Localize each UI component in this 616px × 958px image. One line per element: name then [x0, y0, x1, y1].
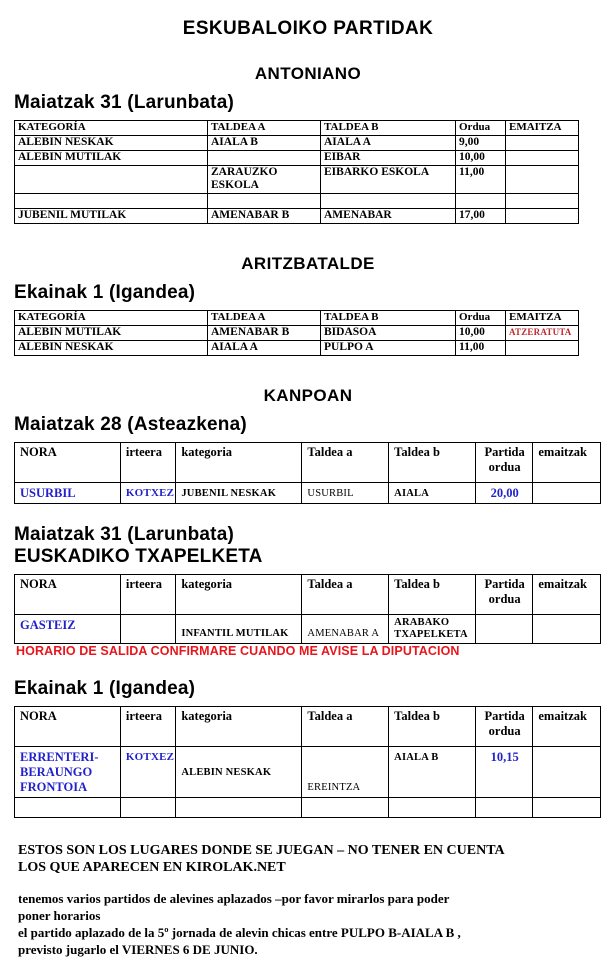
table-header-row [15, 575, 601, 615]
header-kategoria: kategoria [176, 575, 302, 615]
cell-taldea-b [321, 194, 456, 209]
header-taldea-a: Taldea a [302, 575, 389, 615]
note-line-6: previsto jugarlo el VIERNES 6 DE JUNIO. [18, 942, 258, 957]
date-title-antoniano: Maiatzak 31 (Larunbata) [14, 92, 234, 113]
table-header-row [15, 443, 601, 483]
table-header-row [15, 707, 601, 747]
cell-taldea-b: AIALA B [389, 747, 476, 798]
cell-emaitza [506, 341, 579, 356]
table-row [15, 136, 579, 151]
away-table-ekainak-1 [14, 706, 601, 818]
away-table-euskadiko [14, 574, 601, 644]
cell-nora: ERRENTERI-BERAUNGO FRONTOIA [15, 747, 121, 798]
header-taldea-b: Taldea b [389, 707, 476, 747]
header-irteera: irteera [120, 443, 175, 483]
cell-irteera: KOTXEZ [120, 747, 175, 798]
header-irteera: irteera [120, 707, 175, 747]
header-taldea-b: TALDEA B [321, 121, 456, 136]
document-title: ESKUBALOIKO PARTIDAK [182, 18, 434, 39]
cell-partida-ordua: 10,15 [475, 747, 532, 798]
header-ordua: Ordua [456, 311, 506, 326]
cell-taldea-a [208, 151, 321, 166]
cell-partida-ordua [475, 798, 532, 818]
header-taldea-b: TALDEA B [321, 311, 456, 326]
header-emaitzak: emaitzak [533, 443, 601, 483]
note-line-1: ESTOS SON LOS LUGARES DONDE SE JUEGAN – NO TENER EN CUENTA [18, 843, 505, 858]
cell-emaitzak [533, 615, 601, 644]
cell-taldea-a: USURBIL [302, 483, 389, 504]
cell-irteera: KOTXEZ [120, 483, 175, 504]
header-nora: NORA [15, 443, 121, 483]
cell-emaitza [506, 151, 579, 166]
cell-irteera [120, 615, 175, 644]
cell-emaitza [506, 209, 579, 224]
cell-kategoria: ALEBIN MUTILAK [15, 326, 208, 341]
table-row [15, 166, 579, 194]
cell-ordua: 10,00 [456, 326, 506, 341]
cell-ordua: 17,00 [456, 209, 506, 224]
table-row [15, 194, 579, 209]
cell-ordua: 10,00 [456, 151, 506, 166]
header-emaitza: EMAITZA [506, 121, 579, 136]
cell-taldea-b: ARABAKO TXAPELKETA [389, 615, 476, 644]
cell-emaitzak [533, 747, 601, 798]
cell-kategoria: ALEBIN NESKAK [15, 341, 208, 356]
cell-kategoria: ALEBIN NESKAK [15, 136, 208, 151]
date-title-ekainak-1-away: Ekainak 1 (Igandea) [14, 678, 196, 699]
cell-taldea-a: AIALA A [208, 341, 321, 356]
cell-taldea-b: EIBAR [321, 151, 456, 166]
cell-taldea-b [389, 798, 476, 818]
footer-notes [0, 842, 616, 958]
header-partida-ordua [475, 707, 532, 747]
header-emaitza: EMAITZA [506, 311, 579, 326]
cell-nora: USURBIL [15, 483, 121, 504]
venue-title-kanpoan: KANPOAN [263, 386, 353, 405]
cell-taldea-a: EREINTZA [302, 747, 389, 798]
cell-partida-ordua [475, 615, 532, 644]
header-taldea-a: Taldea a [302, 443, 389, 483]
cell-ordua: 11,00 [456, 341, 506, 356]
header-emaitzak: emaitzak [533, 707, 601, 747]
header-partida-line2: ordua [488, 460, 521, 474]
cell-kategoria: JUBENIL NESKAK [176, 483, 302, 504]
cell-taldea-a: AMENABAR A [302, 615, 389, 644]
cell-ordua: 11,00 [456, 166, 506, 194]
cell-taldea-a: AIALA B [208, 136, 321, 151]
cell-kategoria: ALEBIN MUTILAK [15, 151, 208, 166]
header-ordua: Ordua [456, 121, 506, 136]
cell-kategoria [15, 166, 208, 194]
cell-taldea-b: BIDASOA [321, 326, 456, 341]
venue-title-aritzbatalde: ARITZBATALDE [241, 254, 375, 273]
table-row [15, 615, 601, 644]
away-table-maiatzak-28 [14, 442, 601, 504]
header-partida-line1: Partida [484, 709, 525, 723]
header-kategoria: KATEGORÍA [15, 311, 208, 326]
header-emaitzak: emaitzak [533, 575, 601, 615]
cell-kategoria: INFANTIL MUTILAK [176, 615, 302, 644]
cell-irteera [120, 798, 175, 818]
header-partida-line1: Partida [484, 445, 525, 459]
cell-ordua: 9,00 [456, 136, 506, 151]
cell-taldea-a: ZARAUZKO ESKOLA [208, 166, 321, 194]
cell-taldea-b: AMENABAR [321, 209, 456, 224]
table-row [15, 209, 579, 224]
table-row [15, 341, 579, 356]
header-partida-line1: Partida [484, 577, 525, 591]
cell-kategoria: JUBENIL MUTILAK [15, 209, 208, 224]
header-partida-ordua [475, 575, 532, 615]
schedule-table-antoniano [14, 120, 579, 224]
cell-ordua [456, 194, 506, 209]
table-header-row [15, 311, 579, 326]
header-taldea-a: TALDEA A [208, 121, 321, 136]
cell-nora [15, 798, 121, 818]
date-title-aritzbatalde: Ekainak 1 (Igandea) [14, 282, 196, 303]
cell-emaitza [506, 194, 579, 209]
header-taldea-b: Taldea b [389, 575, 476, 615]
header-irteera: irteera [120, 575, 175, 615]
venue-title-antoniano: ANTONIANO [254, 64, 362, 83]
header-partida-ordua [475, 443, 532, 483]
cell-emaitza [506, 136, 579, 151]
header-kategoria: kategoria [176, 707, 302, 747]
cell-partida-ordua: 20,00 [475, 483, 532, 504]
table-row [15, 326, 579, 341]
cell-nora: GASTEIZ [15, 615, 121, 644]
cell-taldea-a [302, 798, 389, 818]
cell-taldea-b: EIBARKO ESKOLA [321, 166, 456, 194]
cell-taldea-a: AMENABAR B [208, 209, 321, 224]
cell-taldea-b: AIALA A [321, 136, 456, 151]
header-kategoria: KATEGORÍA [15, 121, 208, 136]
header-nora: NORA [15, 575, 121, 615]
header-nora: NORA [15, 707, 121, 747]
championship-title-euskadiko: EUSKADIKO TXAPELKETA [14, 546, 263, 567]
cell-emaitzak [533, 798, 601, 818]
cell-emaitza [506, 166, 579, 194]
table-row [15, 798, 601, 818]
table-header-row [15, 121, 579, 136]
cell-taldea-a: AMENABAR B [208, 326, 321, 341]
schedule-table-aritzbatalde [14, 310, 579, 356]
date-title-maiatzak-31-away: Maiatzak 31 (Larunbata) [14, 524, 234, 545]
cell-taldea-b: AIALA [389, 483, 476, 504]
header-partida-line2: ordua [488, 592, 521, 606]
cell-kategoria [15, 194, 208, 209]
cell-taldea-a [208, 194, 321, 209]
table-row [15, 483, 601, 504]
header-taldea-b: Taldea b [389, 443, 476, 483]
note-line-4: poner horarios [18, 908, 101, 923]
status-badge-atzeratuta: ATZERATUTA [506, 326, 579, 341]
header-partida-line2: ordua [488, 724, 521, 738]
cell-taldea-b: PULPO A [321, 341, 456, 356]
note-line-3: tenemos varios partidos de alevines aplazados –por favor mirarlos para poder [18, 891, 450, 906]
warning-horario-salida: HORARIO DE SALIDA CONFIRMARE CUANDO ME AVISE LA DIPUTACION [16, 644, 460, 658]
header-taldea-a: Taldea a [302, 707, 389, 747]
table-row [15, 151, 579, 166]
date-title-maiatzak-28: Maiatzak 28 (Asteazkena) [14, 414, 247, 435]
table-row [15, 747, 601, 798]
header-taldea-a: TALDEA A [208, 311, 321, 326]
note-line-5: el partido aplazado de la 5º jornada de alevin chicas entre PULPO B-AIALA B , [18, 925, 461, 940]
cell-emaitzak [533, 483, 601, 504]
cell-kategoria: ALEBIN NESKAK [176, 747, 302, 798]
note-line-2: LOS QUE APARECEN EN KIROLAK.NET [18, 860, 286, 875]
cell-kategoria [176, 798, 302, 818]
header-kategoria: kategoria [176, 443, 302, 483]
